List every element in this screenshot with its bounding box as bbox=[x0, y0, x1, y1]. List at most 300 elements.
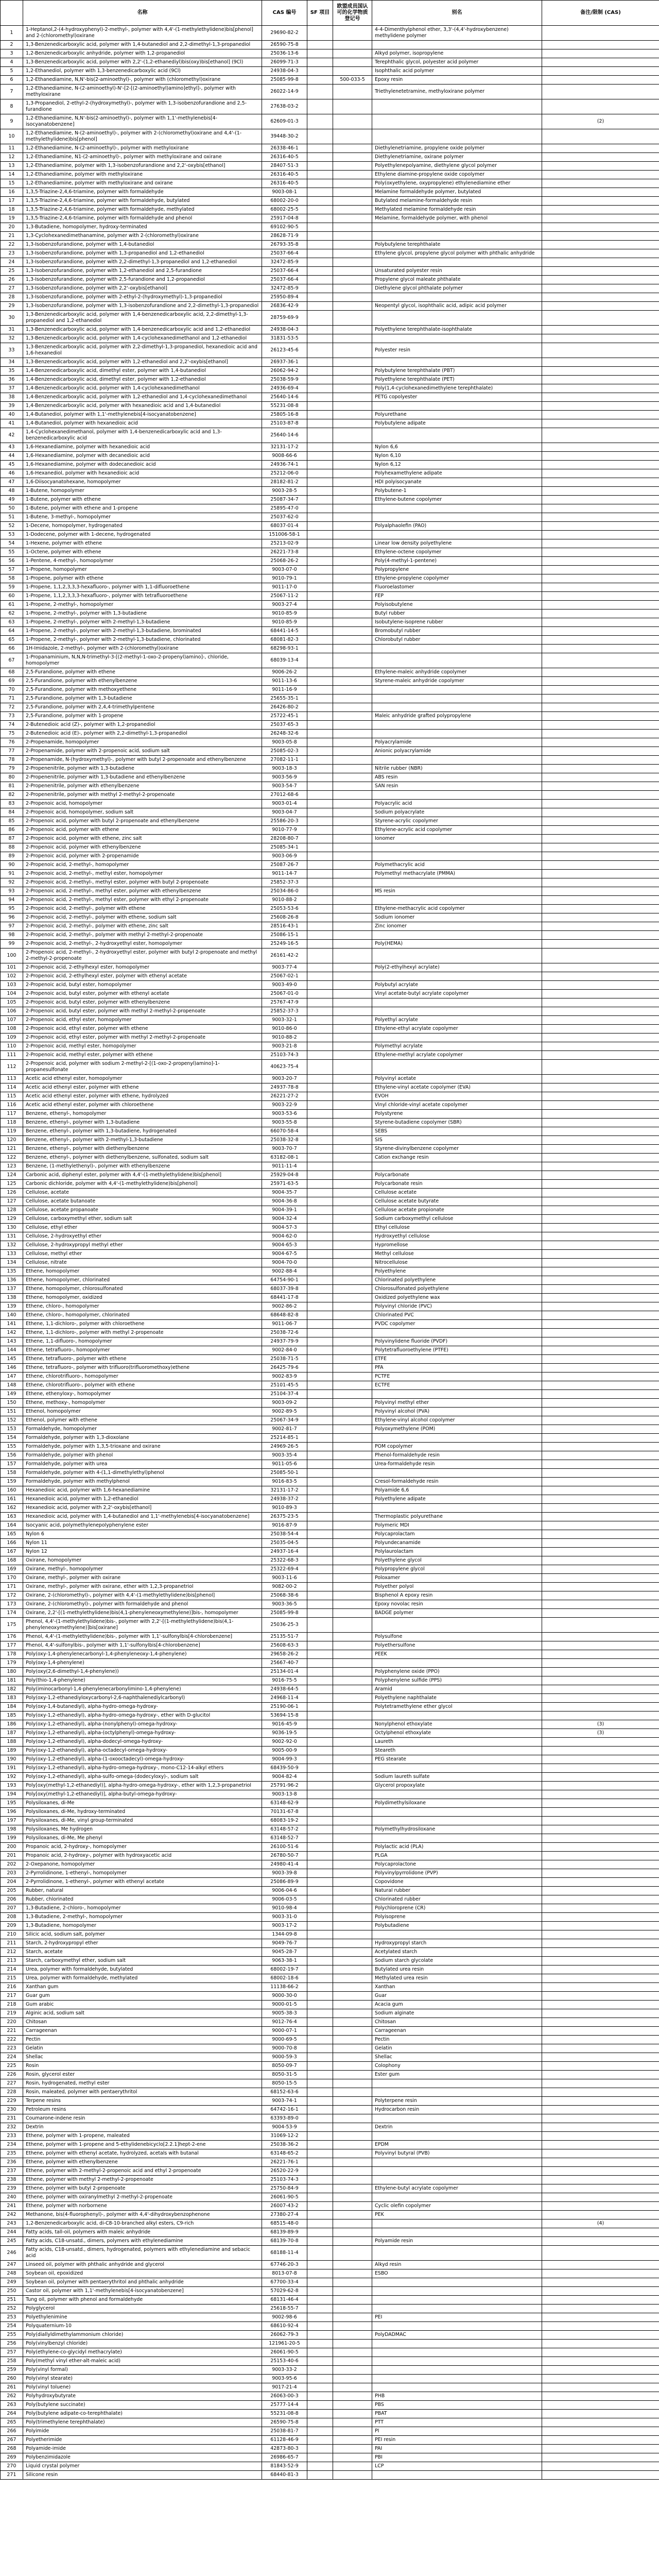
remark-cell bbox=[542, 153, 659, 162]
cas-number-cell: 9003-35-4 bbox=[262, 1451, 307, 1460]
row-number-cell: 28 bbox=[1, 293, 23, 302]
table-row bbox=[1, 1790, 659, 1799]
sf-item-cell bbox=[307, 808, 333, 817]
cas-number-cell: 28628-71-9 bbox=[262, 232, 307, 241]
registration-number-cell bbox=[333, 2167, 372, 2176]
sf-item-cell bbox=[307, 1922, 333, 1930]
registration-number-cell bbox=[333, 1250, 372, 1259]
row-number-cell: 198 bbox=[1, 1825, 23, 1834]
remark-cell bbox=[542, 2237, 659, 2246]
cas-number-cell: 25085-02-3 bbox=[262, 747, 307, 756]
alias-name-cell bbox=[372, 334, 542, 343]
cas-number-cell: 25037-65-3 bbox=[262, 721, 307, 730]
registration-number-cell bbox=[333, 2410, 372, 2418]
alias-name-cell: Polysulfone bbox=[372, 1633, 542, 1641]
cas-number-cell: 9002-84-0 bbox=[262, 1346, 307, 1355]
alias-name-cell: Acetylated starch bbox=[372, 1948, 542, 1957]
alias-name-cell bbox=[372, 896, 542, 905]
remark-cell bbox=[542, 1939, 659, 1948]
table-row bbox=[1, 1808, 659, 1817]
table-row bbox=[1, 1685, 659, 1694]
cas-number-cell: 25038-32-8 bbox=[262, 1136, 307, 1145]
alias-name-cell: Isobutylene-isoprene rubber bbox=[372, 618, 542, 627]
row-number-cell: 184 bbox=[1, 1703, 23, 1711]
registration-number-cell bbox=[333, 800, 372, 808]
alias-name-cell: Urea-formaldehyde resin bbox=[372, 1460, 542, 1469]
remark-cell bbox=[542, 1118, 659, 1127]
table-row bbox=[1, 469, 659, 478]
substance-name-cell: Ethene, chloro-, homopolymer bbox=[23, 1302, 262, 1311]
row-number-cell: 19 bbox=[1, 214, 23, 223]
remark-cell bbox=[542, 1016, 659, 1025]
row-number-cell: 143 bbox=[1, 1337, 23, 1346]
alias-name-cell: Polyether polyol bbox=[372, 1583, 542, 1591]
table-row bbox=[1, 241, 659, 249]
sf-item-cell bbox=[307, 677, 333, 686]
alias-name-cell: PEI bbox=[372, 2313, 542, 2322]
remark-cell bbox=[542, 1817, 659, 1825]
registration-number-cell bbox=[333, 232, 372, 241]
cas-number-cell: 9006-04-6 bbox=[262, 1887, 307, 1895]
sf-item-cell bbox=[307, 1267, 333, 1276]
registration-number-cell bbox=[333, 1364, 372, 1372]
cas-number-cell: 8050-15-5 bbox=[262, 2079, 307, 2088]
remark-cell bbox=[542, 940, 659, 948]
registration-number-cell bbox=[333, 2132, 372, 2141]
row-number-cell: 65 bbox=[1, 636, 23, 645]
sf-item-cell bbox=[307, 26, 333, 41]
cas-number-cell: 26063-00-3 bbox=[262, 2392, 307, 2401]
registration-number-cell bbox=[333, 452, 372, 461]
registration-number-cell bbox=[333, 852, 372, 861]
substance-name-cell: Ethene, tetrafluoro-, polymer with ethene bbox=[23, 1355, 262, 1364]
row-number-cell: 168 bbox=[1, 1556, 23, 1565]
table-row bbox=[1, 2009, 659, 2018]
table-row bbox=[1, 1101, 659, 1110]
remark-cell bbox=[542, 2018, 659, 2027]
table-row bbox=[1, 2401, 659, 2410]
substance-name-cell: 1,3-Butadiene, 2-chloro-, homopolymer bbox=[23, 1904, 262, 1913]
remark-cell bbox=[542, 2261, 659, 2269]
row-number-cell: 160 bbox=[1, 1486, 23, 1495]
row-number-cell: 154 bbox=[1, 1434, 23, 1443]
alias-name-cell: Nylon 6,6 bbox=[372, 443, 542, 452]
table-row bbox=[1, 703, 659, 712]
registration-number-cell bbox=[333, 539, 372, 548]
cas-number-cell: 25777-14-4 bbox=[262, 2401, 307, 2410]
sf-item-cell bbox=[307, 311, 333, 326]
alias-name-cell: Ethylene-methyl acrylate copolymer bbox=[372, 1051, 542, 1060]
table-row bbox=[1, 730, 659, 738]
substance-name-cell: Urea, polymer with formaldehyde, methylated bbox=[23, 1974, 262, 1983]
table-row bbox=[1, 267, 659, 276]
table-row bbox=[1, 1764, 659, 1773]
table-row bbox=[1, 1747, 659, 1755]
row-number-cell: 83 bbox=[1, 800, 23, 808]
sf-item-cell bbox=[307, 1513, 333, 1521]
substance-name-cell: Tung oil, polymer with phenol and formaldehyde bbox=[23, 2296, 262, 2304]
sf-item-cell bbox=[307, 2001, 333, 2009]
cas-number-cell: 25134-01-4 bbox=[262, 1668, 307, 1676]
registration-number-cell bbox=[333, 478, 372, 487]
cas-number-cell: 61128-46-9 bbox=[262, 2436, 307, 2445]
cas-number-cell: 63148-62-9 bbox=[262, 1799, 307, 1808]
substance-name-cell: 2-Propenoic acid, butyl ester, polymer with methyl 2-methyl-2-propenoate bbox=[23, 1007, 262, 1016]
substance-name-cell: 1,4-Benzenedicarboxylic acid, dimethyl ester, polymer with 1,4-butanediol bbox=[23, 367, 262, 376]
alias-name-cell bbox=[372, 878, 542, 887]
cas-number-cell: 9016-45-9 bbox=[262, 1720, 307, 1729]
table-row bbox=[1, 214, 659, 223]
registration-number-cell bbox=[333, 171, 372, 179]
registration-number-cell bbox=[333, 990, 372, 998]
alias-name-cell bbox=[372, 843, 542, 852]
substance-name-cell: 1-Hexene, polymer with ethene bbox=[23, 539, 262, 548]
remark-cell bbox=[542, 636, 659, 645]
registration-number-cell bbox=[333, 1180, 372, 1189]
cas-number-cell: 29690-82-2 bbox=[262, 26, 307, 41]
alias-name-cell: Polyoxymethylene (POM) bbox=[372, 1425, 542, 1434]
sf-item-cell bbox=[307, 2027, 333, 2036]
remark-cell bbox=[542, 922, 659, 931]
table-row bbox=[1, 1983, 659, 1992]
remark-cell bbox=[542, 49, 659, 58]
registration-number-cell bbox=[333, 1486, 372, 1495]
substance-name-cell: Terpene resins bbox=[23, 2097, 262, 2106]
cas-number-cell: 26061-90-5 bbox=[262, 2348, 307, 2357]
table-row bbox=[1, 998, 659, 1007]
row-number-cell: 246 bbox=[1, 2246, 23, 2261]
substance-name-cell: Poly(ethylene-co-glycidyl methacrylate) bbox=[23, 2348, 262, 2357]
alias-name-cell: Sodium polyacrylate bbox=[372, 808, 542, 817]
registration-number-cell bbox=[333, 1051, 372, 1060]
alias-name-cell: Propylene glycol maleate phthalate bbox=[372, 276, 542, 284]
cas-number-cell: 25103-74-3 bbox=[262, 1051, 307, 1060]
registration-number-cell bbox=[333, 1574, 372, 1583]
registration-number-cell bbox=[333, 782, 372, 791]
alias-name-cell: Carrageenan bbox=[372, 2027, 542, 2036]
remark-cell bbox=[542, 998, 659, 1007]
sf-item-cell bbox=[307, 1676, 333, 1685]
substance-name-cell: 2-Propenoic acid, ethyl ester, polymer with ethene bbox=[23, 1025, 262, 1033]
alias-name-cell bbox=[372, 1033, 542, 1042]
alias-name-cell: Polychloroprene (CR) bbox=[372, 1904, 542, 1913]
remark-cell bbox=[542, 1834, 659, 1843]
substance-name-cell: 1,3-Isobenzofurandione, polymer with 2-ethyl-2-(hydroxymethyl)-1,3-propanediol bbox=[23, 293, 262, 302]
cas-number-cell: 9016-75-5 bbox=[262, 1676, 307, 1685]
remark-cell bbox=[542, 1504, 659, 1513]
sf-item-cell bbox=[307, 843, 333, 852]
row-number-cell: 256 bbox=[1, 2340, 23, 2348]
remark-cell bbox=[542, 326, 659, 334]
substance-name-cell: Xanthan gum bbox=[23, 1983, 262, 1992]
substance-name-cell: Guar gum bbox=[23, 1992, 262, 2001]
row-number-cell: 206 bbox=[1, 1895, 23, 1904]
substance-name-cell: Cellulose, acetate butanoate bbox=[23, 1197, 262, 1206]
sf-item-cell bbox=[307, 2088, 333, 2097]
cas-number-cell: 9002-92-0 bbox=[262, 1738, 307, 1747]
sf-item-cell bbox=[307, 171, 333, 179]
registration-number-cell bbox=[333, 1738, 372, 1747]
row-number-cell: 94 bbox=[1, 896, 23, 905]
row-number-cell: 10 bbox=[1, 129, 23, 144]
remark-cell bbox=[542, 782, 659, 791]
cas-number-cell: 68002-19-7 bbox=[262, 1965, 307, 1974]
alias-name-cell: Alkyd resin bbox=[372, 2261, 542, 2269]
remark-cell bbox=[542, 1337, 659, 1346]
sf-item-cell bbox=[307, 223, 333, 232]
substance-name-cell: Ethenol, polymer with ethene bbox=[23, 1416, 262, 1425]
alias-name-cell: Diethylenetriamine, oxirane polymer bbox=[372, 153, 542, 162]
cas-number-cell: 25037-66-4 bbox=[262, 249, 307, 258]
sf-item-cell bbox=[307, 358, 333, 367]
alias-name-cell: Nitrocellulose bbox=[372, 1259, 542, 1267]
substance-name-cell: Petroleum resins bbox=[23, 2106, 262, 2114]
table-row bbox=[1, 428, 659, 443]
remark-cell bbox=[542, 1799, 659, 1808]
cas-number-cell: 25038-71-5 bbox=[262, 1355, 307, 1364]
remark-cell bbox=[542, 1434, 659, 1443]
alias-name-cell bbox=[372, 2348, 542, 2357]
cas-number-cell: 9003-54-7 bbox=[262, 782, 307, 791]
remark-cell bbox=[542, 2269, 659, 2278]
registration-number-cell bbox=[333, 808, 372, 817]
row-number-cell: 33 bbox=[1, 343, 23, 358]
row-number-cell: 4 bbox=[1, 58, 23, 67]
alias-name-cell: PCTFE bbox=[372, 1372, 542, 1381]
registration-number-cell bbox=[333, 384, 372, 393]
registration-number-cell bbox=[333, 2027, 372, 2036]
registration-number-cell bbox=[333, 870, 372, 878]
cas-number-cell: 25586-20-3 bbox=[262, 817, 307, 826]
remark-cell bbox=[542, 948, 659, 963]
cas-number-cell: 26793-35-8 bbox=[262, 241, 307, 249]
table-row bbox=[1, 1408, 659, 1416]
substance-name-cell: Polysiloxanes, di-Me, vinyl group-terminated bbox=[23, 1817, 262, 1825]
remark-cell bbox=[542, 990, 659, 998]
alias-name-cell: Chitosan bbox=[372, 2018, 542, 2027]
alias-name-cell: Ethylene-butene copolymer bbox=[372, 496, 542, 504]
substance-name-cell: Cellulose, ethyl ether bbox=[23, 1224, 262, 1232]
sf-item-cell bbox=[307, 940, 333, 948]
sf-item-cell bbox=[307, 2471, 333, 2480]
registration-number-cell bbox=[333, 738, 372, 747]
table-row bbox=[1, 1180, 659, 1189]
substance-name-cell: Rosin, maleated, polymer with pentaerythritol bbox=[23, 2088, 262, 2097]
substance-name-cell: Polysiloxanes, di-Me, hydroxy-terminated bbox=[23, 1808, 262, 1817]
substance-name-cell: Polyglycerol bbox=[23, 2304, 262, 2313]
cas-number-cell: 9003-32-1 bbox=[262, 1016, 307, 1025]
substance-name-cell: Silicic acid, sodium salt, polymer bbox=[23, 1930, 262, 1939]
registration-number-cell bbox=[333, 1539, 372, 1548]
alias-name-cell bbox=[372, 653, 542, 668]
table-row bbox=[1, 496, 659, 504]
alias-name-cell bbox=[372, 1618, 542, 1633]
row-number-cell: 3 bbox=[1, 49, 23, 58]
cas-number-cell: 25805-16-8 bbox=[262, 411, 307, 419]
sf-item-cell bbox=[307, 2331, 333, 2340]
remark-cell bbox=[542, 1895, 659, 1904]
cas-number-cell: 25950-89-4 bbox=[262, 293, 307, 302]
cas-number-cell: 27638-03-2 bbox=[262, 99, 307, 114]
remark-cell bbox=[542, 284, 659, 293]
registration-number-cell bbox=[333, 1320, 372, 1329]
table-row bbox=[1, 1154, 659, 1162]
alias-name-cell: Thermoplastic polyurethane bbox=[372, 1513, 542, 1521]
cas-number-cell: 53694-15-8 bbox=[262, 1711, 307, 1720]
table-row bbox=[1, 1051, 659, 1060]
cas-number-cell: 26099-71-3 bbox=[262, 58, 307, 67]
sf-item-cell bbox=[307, 2375, 333, 2383]
table-row bbox=[1, 2269, 659, 2278]
alias-name-cell bbox=[372, 1504, 542, 1513]
row-number-cell: 86 bbox=[1, 826, 23, 835]
registration-number-cell bbox=[333, 2184, 372, 2193]
row-number-cell: 179 bbox=[1, 1659, 23, 1668]
alias-name-cell: Sodium starch glycolate bbox=[372, 1957, 542, 1965]
alias-name-cell bbox=[372, 2287, 542, 2296]
sf-item-cell bbox=[307, 1425, 333, 1434]
sf-item-cell bbox=[307, 1495, 333, 1504]
table-row bbox=[1, 791, 659, 800]
remark-cell bbox=[542, 1694, 659, 1703]
alias-name-cell bbox=[372, 1790, 542, 1799]
table-row bbox=[1, 452, 659, 461]
remark-cell bbox=[542, 808, 659, 817]
remark-cell bbox=[542, 1110, 659, 1118]
remark-cell bbox=[542, 393, 659, 402]
row-number-cell: 38 bbox=[1, 393, 23, 402]
registration-number-cell bbox=[333, 730, 372, 738]
sf-item-cell bbox=[307, 2176, 333, 2184]
alias-name-cell: Ethylene-vinyl alcohol copolymer bbox=[372, 1416, 542, 1425]
sf-item-cell bbox=[307, 922, 333, 931]
cas-number-cell: 9004-70-0 bbox=[262, 1259, 307, 1267]
remark-cell bbox=[542, 2228, 659, 2237]
alias-name-cell: Ethylene diamine-propylene oxide copolymer bbox=[372, 171, 542, 179]
registration-number-cell bbox=[333, 1843, 372, 1852]
row-number-cell: 16 bbox=[1, 188, 23, 197]
row-number-cell: 261 bbox=[1, 2383, 23, 2392]
table-row bbox=[1, 487, 659, 496]
remark-cell bbox=[542, 1843, 659, 1852]
cas-number-cell: 67700-33-4 bbox=[262, 2278, 307, 2287]
table-row bbox=[1, 2123, 659, 2132]
sf-item-cell bbox=[307, 2211, 333, 2219]
remark-cell bbox=[542, 1416, 659, 1425]
table-row bbox=[1, 197, 659, 206]
sf-item-cell bbox=[307, 2357, 333, 2366]
row-number-cell: 240 bbox=[1, 2193, 23, 2202]
substance-name-cell: Poly(oxy-1,2-ethanediyl), alpha-octadecyl-omega-hydroxy- bbox=[23, 1747, 262, 1755]
remark-cell bbox=[542, 566, 659, 574]
cas-number-cell: 25034-86-0 bbox=[262, 887, 307, 896]
remark-cell bbox=[542, 747, 659, 756]
cas-number-cell: 24938-04-3 bbox=[262, 67, 307, 76]
alias-name-cell: SIS bbox=[372, 1136, 542, 1145]
sf-item-cell bbox=[307, 1007, 333, 1016]
table-row bbox=[1, 2202, 659, 2211]
table-row bbox=[1, 2184, 659, 2193]
row-number-cell: 80 bbox=[1, 773, 23, 782]
sf-item-cell bbox=[307, 627, 333, 636]
remark-cell bbox=[542, 1025, 659, 1033]
registration-number-cell bbox=[333, 1790, 372, 1799]
substance-name-cell: Poly(oxy-1,2-ethanediyl), alpha-(1-oxooctadecyl)-omega-hydroxy- bbox=[23, 1755, 262, 1764]
alias-name-cell: Poly(2-ethylhexyl acrylate) bbox=[372, 963, 542, 972]
remark-cell bbox=[542, 58, 659, 67]
cas-number-cell: 9011-11-4 bbox=[262, 1162, 307, 1171]
alias-name-cell: ESBO bbox=[372, 2269, 542, 2278]
registration-number-cell bbox=[333, 1817, 372, 1825]
remark-cell bbox=[542, 232, 659, 241]
alias-name-cell: POM copolymer bbox=[372, 1443, 542, 1451]
substance-name-cell: Oxirane, methyl-, homopolymer bbox=[23, 1565, 262, 1574]
table-row bbox=[1, 1206, 659, 1215]
substance-name-cell: 2-Propenamide, polymer with 2-propenoic acid, sodium salt bbox=[23, 747, 262, 756]
alias-name-cell: Sodium laureth sulfate bbox=[372, 1773, 542, 1782]
table-row bbox=[1, 1311, 659, 1320]
remark-cell bbox=[542, 712, 659, 721]
table-row bbox=[1, 402, 659, 411]
table-row bbox=[1, 1773, 659, 1782]
registration-number-cell bbox=[333, 411, 372, 419]
sf-item-cell bbox=[307, 1215, 333, 1224]
sf-item-cell bbox=[307, 1075, 333, 1083]
registration-number-cell bbox=[333, 241, 372, 249]
sf-item-cell bbox=[307, 703, 333, 712]
sf-item-cell bbox=[307, 747, 333, 756]
sf-item-cell bbox=[307, 618, 333, 627]
table-row bbox=[1, 411, 659, 419]
sf-item-cell bbox=[307, 1530, 333, 1539]
alias-name-cell: Methylated melamine formaldehyde resin bbox=[372, 206, 542, 214]
table-row bbox=[1, 618, 659, 627]
registration-number-cell bbox=[333, 2036, 372, 2044]
registration-number-cell bbox=[333, 2228, 372, 2237]
cas-number-cell: 57029-62-8 bbox=[262, 2287, 307, 2296]
sf-item-cell bbox=[307, 1808, 333, 1817]
sf-item-cell bbox=[307, 1311, 333, 1320]
table-row bbox=[1, 1451, 659, 1460]
sf-item-cell bbox=[307, 1154, 333, 1162]
row-number-cell: 8 bbox=[1, 99, 23, 114]
cas-number-cell: 9003-56-9 bbox=[262, 773, 307, 782]
substance-name-cell: Poly(methyl vinyl ether-alt-maleic acid) bbox=[23, 2357, 262, 2366]
substance-name-cell: Castor oil, polymer with 1,1'-methylenebis[4-isocyanatobenzene] bbox=[23, 2287, 262, 2296]
row-number-cell: 180 bbox=[1, 1668, 23, 1676]
cas-number-cell: 9011-13-6 bbox=[262, 677, 307, 686]
table-row bbox=[1, 513, 659, 522]
cas-number-cell: 121961-20-5 bbox=[262, 2340, 307, 2348]
row-number-cell: 81 bbox=[1, 782, 23, 791]
substance-name-cell: 2-Propenoic acid, ethyl ester, polymer with methyl 2-methyl-2-propenoate bbox=[23, 1033, 262, 1042]
sf-item-cell bbox=[307, 241, 333, 249]
remark-cell bbox=[542, 1101, 659, 1110]
remark-cell bbox=[542, 2322, 659, 2331]
sf-item-cell bbox=[307, 1197, 333, 1206]
registration-number-cell bbox=[333, 1659, 372, 1668]
row-number-cell: 244 bbox=[1, 2228, 23, 2237]
cas-number-cell: 9003-20-7 bbox=[262, 1075, 307, 1083]
alias-name-cell: Laureth bbox=[372, 1738, 542, 1747]
sf-item-cell bbox=[307, 276, 333, 284]
substance-name-cell: 2-Propenoic acid, polymer with sodium 2-methyl-2-[(1-oxo-2-propenyl)amino]-1-propanesulfonate bbox=[23, 1060, 262, 1075]
row-number-cell: 110 bbox=[1, 1042, 23, 1051]
sf-item-cell bbox=[307, 1738, 333, 1747]
substance-name-cell: Oxirane, 2,2'-[(1-methylethylidene)bis(4,1-phenyleneoxymethylene)]bis-, homopolymer bbox=[23, 1609, 262, 1618]
remark-cell bbox=[542, 1469, 659, 1478]
sf-item-cell bbox=[307, 2009, 333, 2018]
